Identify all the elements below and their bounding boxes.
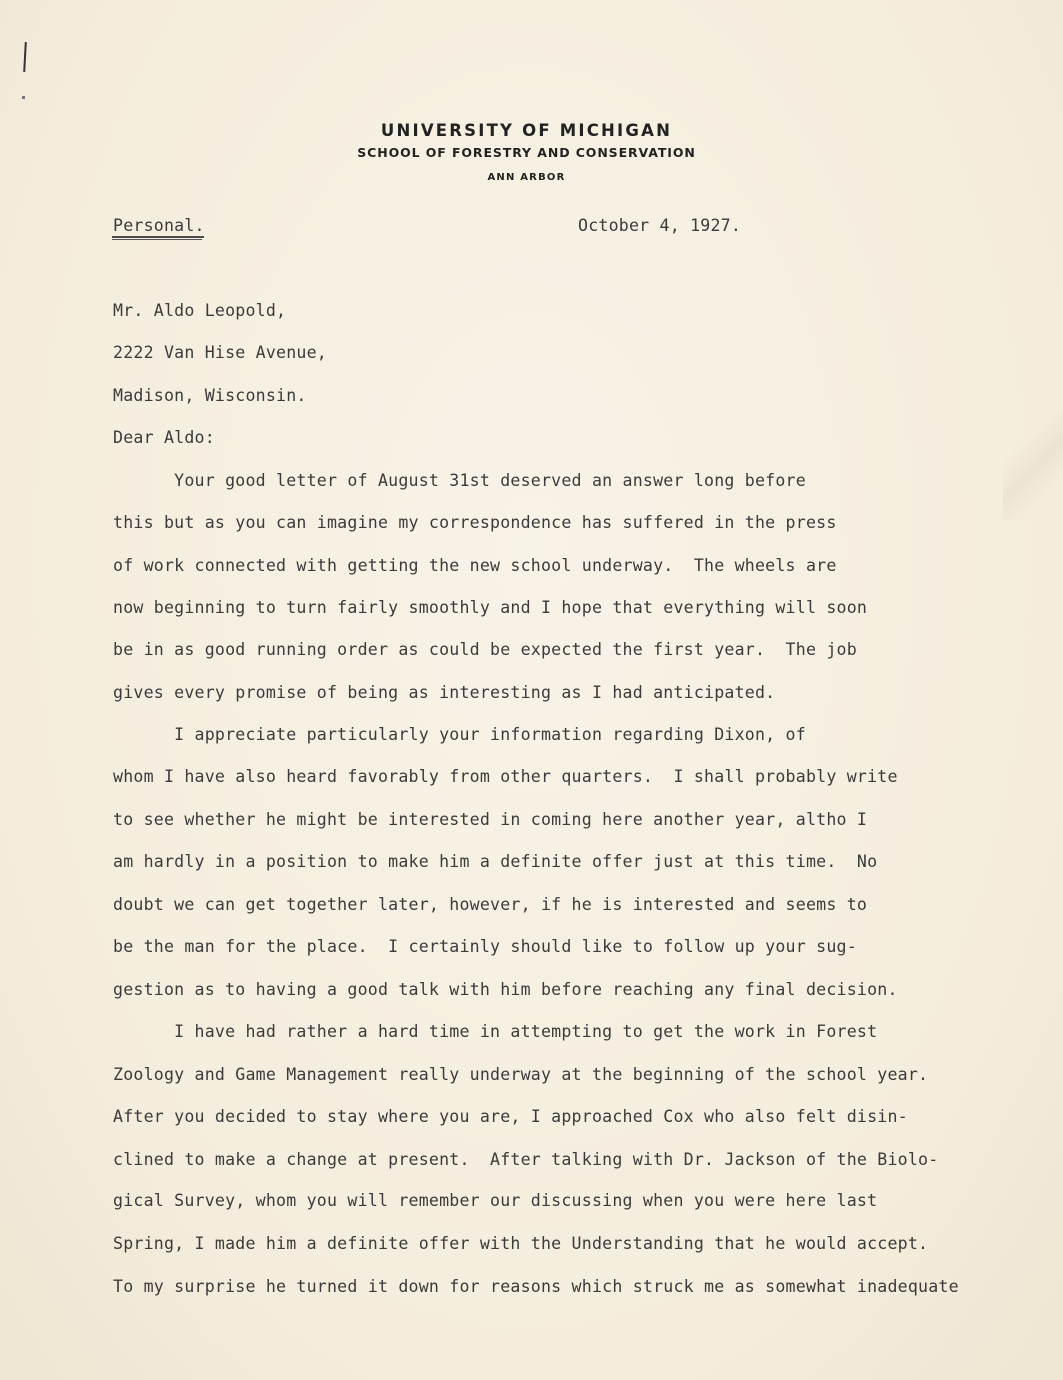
body-line: To my surprise he turned it down for reasons which struck me as somewhat inadequate — [113, 1277, 959, 1296]
body-line: Spring, I made him a definite offer with the Understanding that he would accept. — [113, 1234, 929, 1253]
letterhead-city: ANN ARBOR — [487, 172, 566, 183]
body-line: clined to make a change at present. After talking with Dr. Jackson of the Biolo- — [113, 1150, 939, 1169]
body-line: gives every promise of being as interesting as I had anticipated. — [113, 683, 776, 702]
margin-pencil-mark — [23, 42, 27, 72]
address-line-street: 2222 Van Hise Avenue, — [113, 343, 327, 362]
body-line: be in as good running order as could be expected the first year. The job — [113, 640, 857, 659]
body-line: gical Survey, whom you will remember our discussing when you were here last — [113, 1191, 878, 1210]
personal-underline-second — [112, 239, 202, 240]
body-line: to see whether he might be interested in coming here another year, altho I — [113, 810, 868, 829]
body-line: whom I have also heard favorably from other quarters. I shall probably write — [113, 767, 898, 786]
body-line: now beginning to turn fairly smoothly and I hope that everything will soon — [113, 598, 868, 617]
body-line: am hardly in a position to make him a definite offer just at this time. No — [113, 852, 878, 871]
letter-date: October 4, 1927. — [578, 216, 742, 235]
body-line: be the man for the place. I certainly should like to follow up your sug- — [113, 937, 857, 956]
address-line-name: Mr. Aldo Leopold, — [113, 301, 287, 320]
letterhead-university: UNIVERSITY OF MICHIGAN — [380, 121, 673, 140]
personal-underline — [112, 236, 204, 238]
body-line: Your good letter of August 31st deserved an answer long before — [113, 471, 806, 490]
margin-dot-mark — [22, 96, 25, 99]
body-line: Zoology and Game Management really underway at the beginning of the school year. — [113, 1065, 929, 1084]
body-line: this but as you can imagine my correspondence has suffered in the press — [113, 513, 837, 532]
body-line: gestion as to having a good talk with him before reaching any final decision. — [113, 980, 898, 999]
personal-marker: Personal. — [113, 216, 205, 235]
paper-fold-shading — [1003, 380, 1063, 520]
body-line: I have had rather a hard time in attempting to get the work in Forest — [113, 1022, 878, 1041]
salutation: Dear Aldo: — [113, 428, 215, 447]
body-line: doubt we can get together later, however, if he is interested and seems to — [113, 895, 868, 914]
body-line: After you decided to stay where you are, I approached Cox who also felt disin- — [113, 1107, 908, 1126]
address-line-city: Madison, Wisconsin. — [113, 386, 307, 405]
letterhead-school: SCHOOL OF FORESTRY AND CONSERVATION — [357, 145, 696, 160]
body-line: of work connected with getting the new school underway. The wheels are — [113, 556, 837, 575]
body-line: I appreciate particularly your information regarding Dixon, of — [113, 725, 806, 744]
